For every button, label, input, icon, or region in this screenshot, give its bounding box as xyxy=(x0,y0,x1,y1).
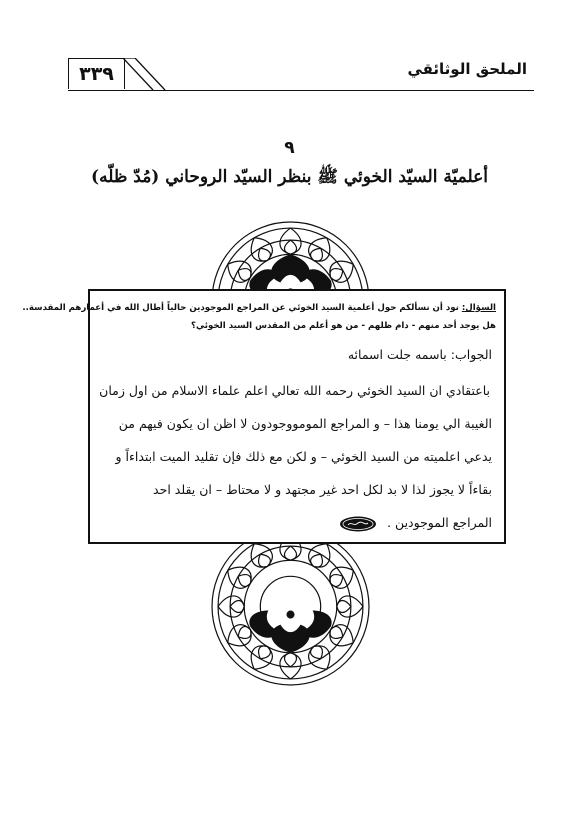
answer-line-3: يدعي اعلميته من السيد الخوئي – و لكن مع ذلك فإن تقليد الميت ابتداءاً و xyxy=(115,449,492,464)
answer-line-5 xyxy=(339,515,492,532)
answer-line-1: باعتقادي ان السيد الخوئي رحمه الله تعالي اعلم علماء الاسلام من اول زمان xyxy=(99,383,490,398)
answer-heading: الجواب: باسمه جلت اسمائه xyxy=(347,347,492,362)
header-rule xyxy=(68,90,534,91)
answer-line-5-text: المراجع الموجودين . xyxy=(387,515,492,530)
seal-stamp-icon xyxy=(339,516,377,532)
header-diagonal-decoration xyxy=(123,58,193,92)
question-label: السؤال: xyxy=(461,303,496,313)
answer-line-4: بقاءاً لا يجوز لذا لا بد لكل احد غير مجتهد و لا محتاط – ان يقلد احد xyxy=(153,482,492,497)
running-title: الملحق الوثائقي xyxy=(407,60,527,78)
document-number: ٩ xyxy=(284,138,295,158)
mandala-ornament-icon xyxy=(208,524,373,689)
question-line-1-text: نود أن نسألكم حول أعلمية السيد الخوئي عن المراجع الموجودين حالياً أطال الله في أعمارهم المقدسة.. xyxy=(22,303,459,313)
answer-line-2: الغيبة الي يومنا هذا – و المراجع المومووجودون لا اظن ان يكون فيهم من xyxy=(118,416,492,431)
letter-box xyxy=(22,289,506,544)
document-title: أعلميّة السيّد الخوئي ﷺ بنظر السيّد الروحاني (مُدّ ظلّه) xyxy=(91,167,488,187)
question-line-1 xyxy=(22,299,496,317)
page-number: ٣٣٩ xyxy=(68,58,125,89)
question-line-2: هل يوجد أحد منهم - دام ظلهم - من هو أعلم من المقدس السيد الخوئي؟ xyxy=(191,321,496,331)
question-text xyxy=(22,299,496,335)
